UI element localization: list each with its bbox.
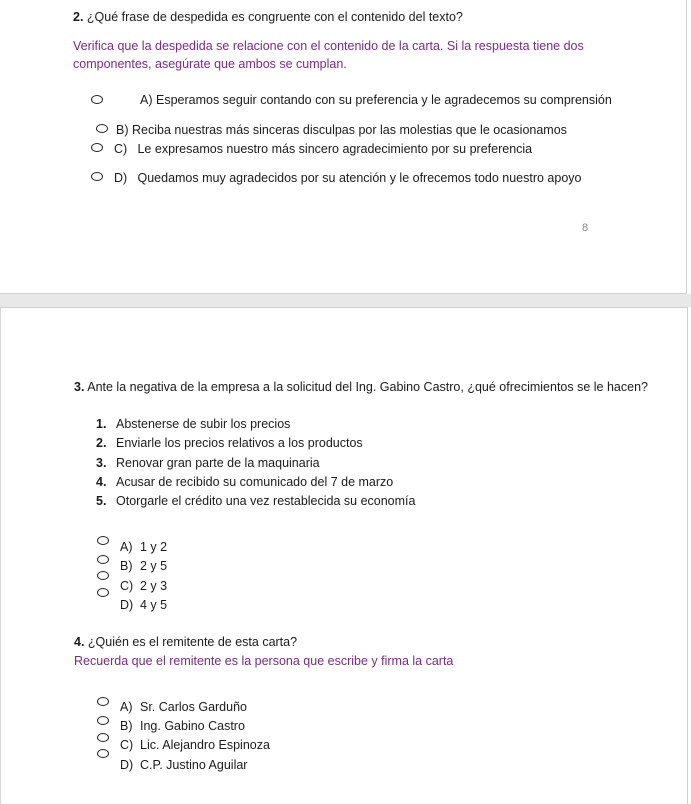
q2-option-b[interactable]: [116, 122, 567, 138]
question-3-number: 3.: [74, 380, 85, 394]
q4-option-d-label: D): [120, 758, 134, 772]
q2-option-a-label: A): [140, 93, 153, 107]
q3-option-d-text: 4 y 5: [140, 598, 168, 612]
q3-option-c[interactable]: [120, 578, 167, 594]
page-number: 8: [582, 222, 589, 234]
q3-option-d-radio[interactable]: [97, 588, 109, 597]
q3-item-2-text: Enviarle los precios relativos a los productos: [116, 436, 363, 450]
q4-option-c-radio[interactable]: [97, 733, 109, 742]
q2-option-c-text: Le expresamos nuestro más sincero agradecimiento por su preferencia: [137, 142, 533, 156]
q2-option-c-label: C): [114, 142, 128, 156]
q3-option-b-radio[interactable]: [97, 555, 109, 564]
q3-option-d-label: D): [120, 598, 134, 612]
q3-option-c-radio[interactable]: [97, 571, 109, 580]
question-3-text: Ante la negativa de la empresa a la solicitud del Ing. Gabino Castro, ¿qué ofrecimientos se le hacen?: [87, 380, 648, 394]
question-4-hint: Recuerda que el remitente es la persona que escribe y firma la carta: [74, 654, 454, 668]
q3-item-2-number: 2.: [96, 436, 107, 450]
q3-option-b[interactable]: [120, 558, 167, 574]
q4-option-a-text: Sr. Carlos Garduño: [140, 700, 247, 714]
q3-item-1-text: Abstenerse de subir los precios: [116, 417, 291, 431]
q4-option-b-radio[interactable]: [97, 716, 109, 725]
q3-option-a-label: A): [120, 540, 133, 554]
question-2-text: ¿Qué frase de despedida es congruente con el contenido del texto?: [86, 10, 463, 24]
q2-option-d-radio[interactable]: [91, 172, 103, 181]
q4-option-d-radio[interactable]: [97, 749, 109, 758]
question-4-text: ¿Quién es el remitente de esta carta?: [87, 635, 298, 649]
q4-option-b-label: B): [120, 719, 133, 733]
q2-option-d[interactable]: [114, 170, 582, 186]
q4-option-c[interactable]: [120, 737, 270, 753]
q3-item-3: [96, 455, 320, 471]
q3-option-a-radio[interactable]: [97, 536, 109, 545]
q4-option-a-label: A): [120, 700, 133, 714]
q4-option-d[interactable]: [120, 757, 247, 773]
q2-option-a[interactable]: [140, 92, 612, 108]
q4-option-b[interactable]: [120, 718, 245, 734]
question-4-number: 4.: [74, 635, 85, 649]
page-9: [0, 307, 688, 804]
question-4: [74, 634, 297, 650]
q2-option-c-radio[interactable]: [91, 143, 103, 152]
q3-item-1-number: 1.: [96, 417, 107, 431]
q3-item-3-text: Renovar gran parte de la maquinaria: [116, 456, 320, 470]
q2-option-b-text: Reciba nuestras más sinceras disculpas por las molestias que le ocasionamos: [131, 123, 567, 137]
question-2-hint-line2: componentes, asegúrate que ambos se cumplan.: [73, 57, 347, 71]
q3-item-2: [96, 435, 363, 451]
q2-option-b-radio[interactable]: [96, 124, 108, 133]
q4-option-c-text: Lic. Alejandro Espinoza: [140, 738, 270, 752]
question-2-number: 2.: [73, 10, 84, 24]
page-8: [0, 0, 687, 294]
q3-item-4: [96, 474, 393, 490]
q3-option-a[interactable]: [120, 539, 167, 555]
q2-option-a-text: Esperamos seguir contando con su preferencia y le agradecemos su comprensión: [155, 93, 612, 107]
q3-option-d[interactable]: [120, 597, 167, 613]
q2-option-d-text: Quedamos muy agradecidos por su atención y le ofrecemos todo nuestro apoyo: [137, 171, 582, 185]
question-2-hint-line1: Verifica que la despedida se relacione con el contenido de la carta. Si la respuesta tiene dos: [73, 39, 584, 53]
q3-item-4-number: 4.: [96, 475, 107, 489]
question-3: [74, 379, 648, 395]
q2-option-b-label: B): [116, 123, 129, 137]
q3-item-5: [96, 493, 415, 509]
q3-option-b-label: B): [120, 559, 133, 573]
q2-option-a-radio[interactable]: [91, 95, 103, 104]
q3-item-3-number: 3.: [96, 456, 107, 470]
q3-option-a-text: 1 y 2: [140, 540, 168, 554]
q2-option-d-label: D): [114, 171, 128, 185]
q2-option-c[interactable]: [114, 141, 532, 157]
q4-option-d-text: C.P. Justino Aguilar: [140, 758, 248, 772]
q4-option-c-label: C): [120, 738, 134, 752]
q4-option-a[interactable]: [120, 699, 247, 715]
q3-item-4-text: Acusar de recibido su comunicado del 7 de marzo: [116, 475, 394, 489]
q3-item-1: [96, 416, 290, 432]
q3-item-5-number: 5.: [96, 494, 107, 508]
q4-option-b-text: Ing. Gabino Castro: [140, 719, 245, 733]
q3-item-5-text: Otorgarle el crédito una vez restablecida su economía: [116, 494, 416, 508]
q3-option-c-text: 2 y 3: [140, 579, 168, 593]
q4-option-a-radio[interactable]: [97, 697, 109, 706]
question-2: [73, 9, 463, 25]
q3-option-b-text: 2 y 5: [140, 559, 168, 573]
page-separator: [0, 294, 691, 307]
q3-option-c-label: C): [120, 579, 134, 593]
